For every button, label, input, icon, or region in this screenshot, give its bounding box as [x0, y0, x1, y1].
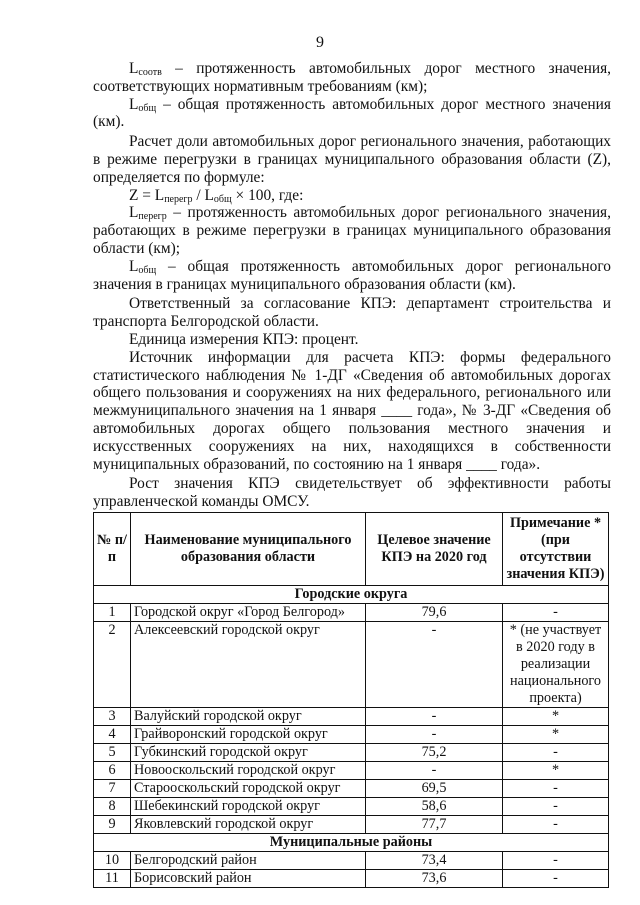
- section-row: [94, 586, 609, 604]
- cell-num: 3: [94, 708, 131, 726]
- header-num: № п/п: [94, 513, 131, 586]
- section-title: Городские округа: [94, 586, 609, 604]
- table-body: [94, 586, 609, 888]
- cell-num: 11: [94, 870, 131, 888]
- cell-name: Городской округ «Город Белгород»: [131, 604, 366, 622]
- page-number: 9: [316, 34, 324, 51]
- section-title: Муниципальные районы: [94, 834, 609, 852]
- header-name: Наименование муниципального образования области: [131, 513, 366, 586]
- cell-note: *: [503, 708, 609, 726]
- cell-note: -: [503, 798, 609, 816]
- cell-value: 73,4: [366, 852, 503, 870]
- cell-name: Яковлевский городской округ: [131, 816, 366, 834]
- definition-l-obsh: $L_{общ}$ – общая протяженность автомобильных дорог местного значения (км).: [93, 95, 611, 131]
- table-row: [94, 798, 609, 816]
- cell-name: Шебекинский городской округ: [131, 798, 366, 816]
- header-target: Целевое значение КПЭ на 2020 год: [366, 513, 503, 586]
- cell-value: 69,5: [366, 780, 503, 798]
- cell-name: Алексеевский городской округ: [131, 622, 366, 708]
- cell-num: 1: [94, 604, 131, 622]
- cell-num: 6: [94, 762, 131, 780]
- cell-note: * (не участвует в 2020 году в реализации национального проекта): [503, 622, 609, 708]
- cell-value: 75,2: [366, 744, 503, 762]
- section-row: [94, 834, 609, 852]
- cell-note: -: [503, 870, 609, 888]
- cell-value: -: [366, 708, 503, 726]
- cell-num: 7: [94, 780, 131, 798]
- cell-name: Белгородский район: [131, 852, 366, 870]
- cell-name: Грайворонский городской округ: [131, 726, 366, 744]
- cell-note: -: [503, 852, 609, 870]
- paragraph-growth: Рост значения КПЭ свидетельствует об эффективности работы управленческой команды ОМСУ.: [93, 475, 611, 511]
- cell-note: -: [503, 744, 609, 762]
- definition-l-obsh-regional: $L_{общ}$ – общая протяженность автомобильных дорог регионального значения в границах муниципального образования области (км).: [93, 257, 611, 293]
- cell-value: -: [366, 762, 503, 780]
- formula: $Z = L_{перегр} / L_{общ} \times 100$, где:: [129, 186, 304, 205]
- cell-num: 10: [94, 852, 131, 870]
- table-row: [94, 852, 609, 870]
- definition-l-peregr: $L_{перегр}$ – протяженность автомобильных дорог регионального значения, работающих в режиме перегрузки в границах муниципального образования области (км);: [93, 204, 611, 257]
- cell-num: 8: [94, 798, 131, 816]
- cell-num: 9: [94, 816, 131, 834]
- header-note: Примечание * (при отсутствии значения КПЭ): [503, 513, 609, 586]
- cell-num: 4: [94, 726, 131, 744]
- cell-note: -: [503, 780, 609, 798]
- table-row: [94, 708, 609, 726]
- cell-note: *: [503, 762, 609, 780]
- table-row: [94, 870, 609, 888]
- kpe-table: [93, 512, 609, 888]
- cell-note: *: [503, 726, 609, 744]
- paragraph-unit: Единица измерения КПЭ: процент.: [129, 330, 359, 348]
- cell-name: Борисовский район: [131, 870, 366, 888]
- paragraph-responsible: Ответственный за согласование КПЭ: департамент строительства и транспорта Белгородской области.: [93, 295, 611, 331]
- table-row: [94, 762, 609, 780]
- table-row: [94, 622, 609, 708]
- cell-name: Губкинский городской округ: [131, 744, 366, 762]
- cell-name: Старооскольский городской округ: [131, 780, 366, 798]
- definition-l-soot: $L_{соотв}$ – протяженность автомобильных дорог местного значения, соответствующих нормативным требованиям (км);: [93, 60, 611, 95]
- cell-num: 5: [94, 744, 131, 762]
- table-row: [94, 604, 609, 622]
- cell-num: 2: [94, 622, 131, 708]
- cell-value: 73,6: [366, 870, 503, 888]
- table-row: [94, 780, 609, 798]
- cell-value: -: [366, 622, 503, 708]
- cell-value: 79,6: [366, 604, 503, 622]
- cell-value: 77,7: [366, 816, 503, 834]
- table-row: [94, 726, 609, 744]
- paragraph-source: Источник информации для расчета КПЭ: формы федерального статистического наблюдения № 1-ДГ «Сведения об автомобильных дорогах общего пользования и сооружениях на них федерального, регионального или межмуниципального значения на 1 января ____ года», № 3-ДГ «Сведения об автомобильных дорогах общего пользования местного значения и искусственных сооружениях на них, находящихся в собственности муниципальных образований, по состоянию на 1 января ____ года».: [93, 348, 611, 473]
- body-text: [93, 60, 611, 511]
- table-row: [94, 816, 609, 834]
- cell-note: -: [503, 816, 609, 834]
- table-row: [94, 744, 609, 762]
- cell-name: Валуйский городской округ: [131, 708, 366, 726]
- paragraph-calculation: Расчет доли автомобильных дорог регионального значения, работающих в режиме перегрузки в границах муниципального образования области (Z), определяется по формуле:: [93, 133, 611, 186]
- cell-value: -: [366, 726, 503, 744]
- table-header-row: [94, 513, 609, 586]
- cell-name: Новооскольский городской округ: [131, 762, 366, 780]
- cell-note: -: [503, 604, 609, 622]
- cell-value: 58,6: [366, 798, 503, 816]
